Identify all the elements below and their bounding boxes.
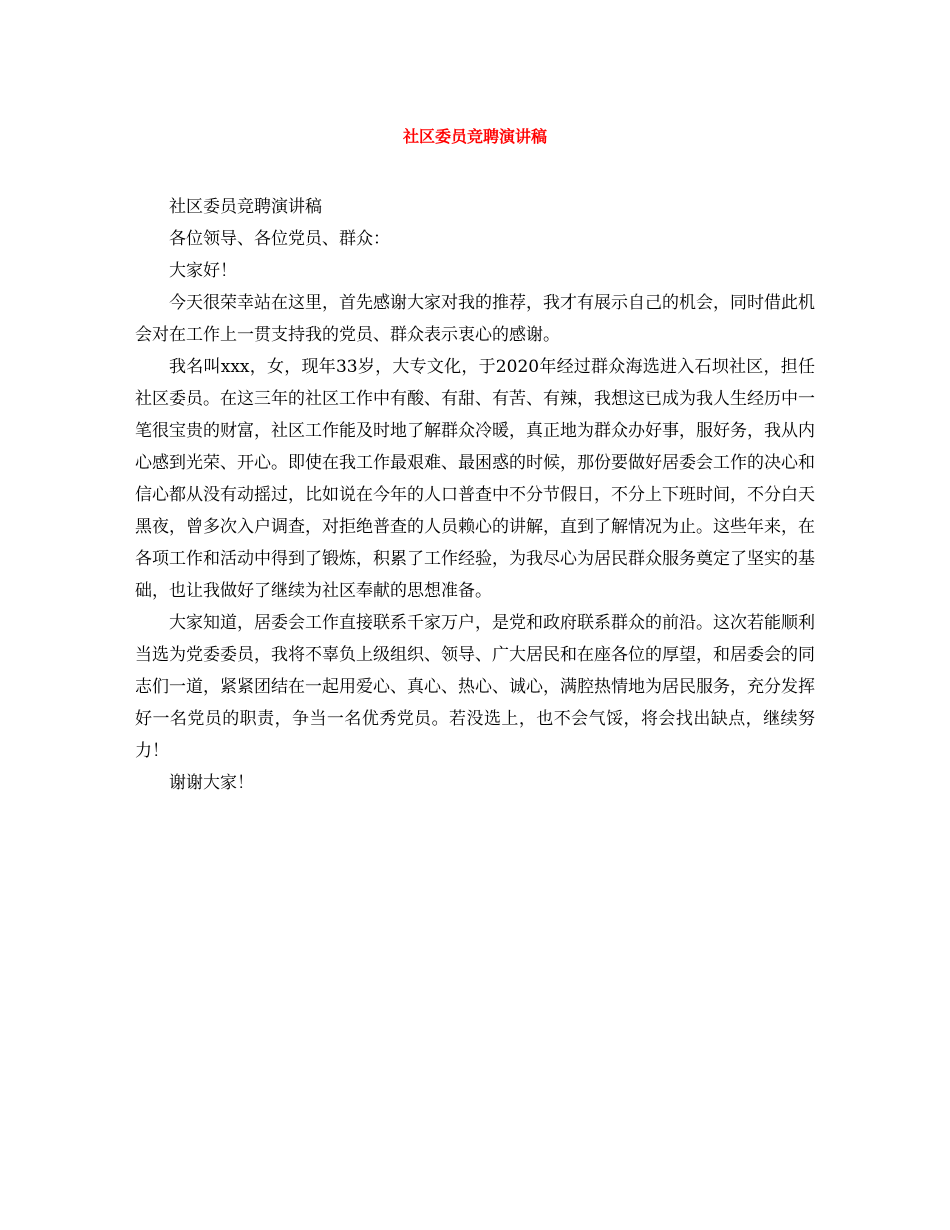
paragraph-intro: 今天很荣幸站在这里，首先感谢大家对我的推荐，我才有展示自己的机会，同时借此机会对在工作上一贯支持我的党员、群众表示衷心的感谢。 bbox=[135, 293, 815, 345]
document-title: 社区委员竞聘演讲稿 bbox=[402, 127, 547, 146]
paragraph-pledge: 大家知道，居委会工作直接联系千家万户，是党和政府联系群众的前沿。这次若能顺利当选为党委委员，我将不辜负上级组织、领导、广大居民和在座各位的厚望，和居委会的同志们一道，紧紧团结在一起用爱心、真心、热心、诚心，满腔热情地为居民服务，充分发挥好一名党员的职责，争当一名优秀党员。若没选上，也不会气馁，将会找出缺点，继续努力！ bbox=[135, 613, 815, 761]
document-body bbox=[135, 191, 815, 799]
paragraph-closing: 谢谢大家！ bbox=[169, 773, 254, 793]
paragraph-salutation: 各位领导、各位党员、群众： bbox=[169, 229, 390, 249]
paragraph-heading: 社区委员竞聘演讲稿 bbox=[169, 197, 322, 217]
paragraph-background: 我名叫xxx，女，现年33岁，大专文化，于2020年经过群众海选进入石坝社区，担任社区委员。在这三年的社区工作中有酸、有甜、有苦、有辣，我想这已成为我人生经历中一笔很宝贵的财富，社区工作能及时地了解群众冷暖，真正地为群众办好事，服好务，我从内心感到光荣、开心。即使在我工作最艰难、最困惑的时候，那份要做好居委会工作的决心和信心都从没有动摇过，比如说在今年的人口普查中不分节假日，不分上下班时间，不分白天黑夜，曾多次入户调查，对拒绝普查的人员赖心的讲解，直到了解情况为止。这些年来，在各项工作和活动中得到了锻炼，积累了工作经验，为我尽心为居民群众服务奠定了坚实的基础，也让我做好了继续为社区奉献的思想准备。 bbox=[135, 357, 815, 601]
paragraph-greeting: 大家好！ bbox=[169, 261, 237, 281]
